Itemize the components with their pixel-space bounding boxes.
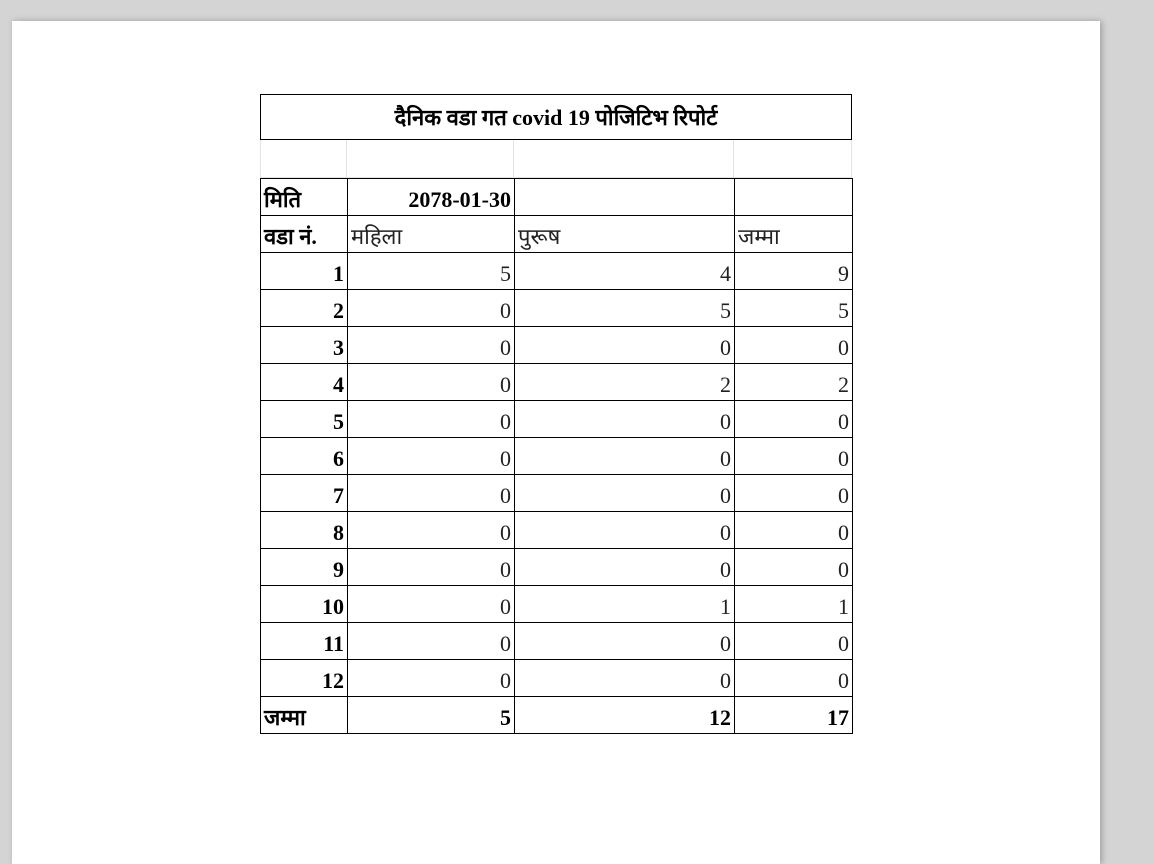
male-count-cell: 0	[515, 475, 735, 512]
ward-number-cell: 8	[261, 512, 348, 549]
female-count-cell: 0	[348, 401, 515, 438]
male-count-cell: 0	[515, 660, 735, 697]
male-count-cell: 0	[515, 327, 735, 364]
table-row	[261, 475, 853, 512]
document-page	[12, 21, 1100, 864]
table-row	[261, 623, 853, 660]
ward-number-cell: 4	[261, 364, 348, 401]
report-title: दैनिक वडा गत covid 19 पोजिटिभ रिपोर्ट	[260, 94, 852, 140]
male-count-cell: 2	[515, 364, 735, 401]
male-count-cell: 4	[515, 253, 735, 290]
female-count-cell: 0	[348, 623, 515, 660]
female-count-cell: 0	[348, 364, 515, 401]
totals-male: 12	[515, 697, 735, 734]
blank-cell	[734, 140, 852, 178]
male-count-cell: 1	[515, 586, 735, 623]
male-count-cell: 0	[515, 512, 735, 549]
table-row	[261, 512, 853, 549]
totals-female: 5	[348, 697, 515, 734]
ward-report-table	[260, 178, 853, 734]
header-row	[261, 216, 853, 253]
total-count-cell: 0	[735, 512, 853, 549]
ward-number-cell: 6	[261, 438, 348, 475]
ward-number-cell: 10	[261, 586, 348, 623]
female-count-cell: 0	[348, 586, 515, 623]
female-count-cell: 0	[348, 438, 515, 475]
total-count-cell: 0	[735, 401, 853, 438]
table-row	[261, 253, 853, 290]
table-row	[261, 364, 853, 401]
blank-row	[260, 140, 852, 178]
table-row	[261, 290, 853, 327]
total-count-cell: 9	[735, 253, 853, 290]
table-row	[261, 586, 853, 623]
blank-cell	[347, 140, 514, 178]
female-count-cell: 5	[348, 253, 515, 290]
female-count-cell: 0	[348, 660, 515, 697]
ward-number-cell: 5	[261, 401, 348, 438]
female-count-cell: 0	[348, 290, 515, 327]
male-count-cell: 0	[515, 401, 735, 438]
ward-number-cell: 1	[261, 253, 348, 290]
total-count-cell: 0	[735, 327, 853, 364]
empty-cell	[515, 179, 735, 216]
male-count-cell: 0	[515, 549, 735, 586]
table-row	[261, 660, 853, 697]
blank-cell	[260, 140, 347, 178]
total-count-cell: 0	[735, 438, 853, 475]
total-count-cell: 2	[735, 364, 853, 401]
totals-row	[261, 697, 853, 734]
date-row	[261, 179, 853, 216]
report-sheet	[260, 94, 852, 734]
total-count-cell: 0	[735, 623, 853, 660]
total-count-cell: 1	[735, 586, 853, 623]
table-row	[261, 401, 853, 438]
header-female: महिला	[348, 216, 515, 253]
male-count-cell: 0	[515, 623, 735, 660]
header-total: जम्मा	[735, 216, 853, 253]
total-count-cell: 0	[735, 660, 853, 697]
ward-number-cell: 11	[261, 623, 348, 660]
female-count-cell: 0	[348, 512, 515, 549]
header-male: पुरूष	[515, 216, 735, 253]
male-count-cell: 5	[515, 290, 735, 327]
ward-number-cell: 12	[261, 660, 348, 697]
table-row	[261, 549, 853, 586]
ward-number-cell: 9	[261, 549, 348, 586]
female-count-cell: 0	[348, 327, 515, 364]
ward-number-cell: 7	[261, 475, 348, 512]
female-count-cell: 0	[348, 475, 515, 512]
date-label: मिति	[261, 179, 348, 216]
date-value: 2078-01-30	[348, 179, 515, 216]
female-count-cell: 0	[348, 549, 515, 586]
total-count-cell: 0	[735, 475, 853, 512]
male-count-cell: 0	[515, 438, 735, 475]
table-row	[261, 438, 853, 475]
blank-cell	[514, 140, 734, 178]
ward-number-cell: 3	[261, 327, 348, 364]
header-ward: वडा नं.	[261, 216, 348, 253]
empty-cell	[735, 179, 853, 216]
totals-total: 17	[735, 697, 853, 734]
total-count-cell: 5	[735, 290, 853, 327]
total-count-cell: 0	[735, 549, 853, 586]
totals-label: जम्मा	[261, 697, 348, 734]
table-row	[261, 327, 853, 364]
ward-number-cell: 2	[261, 290, 348, 327]
